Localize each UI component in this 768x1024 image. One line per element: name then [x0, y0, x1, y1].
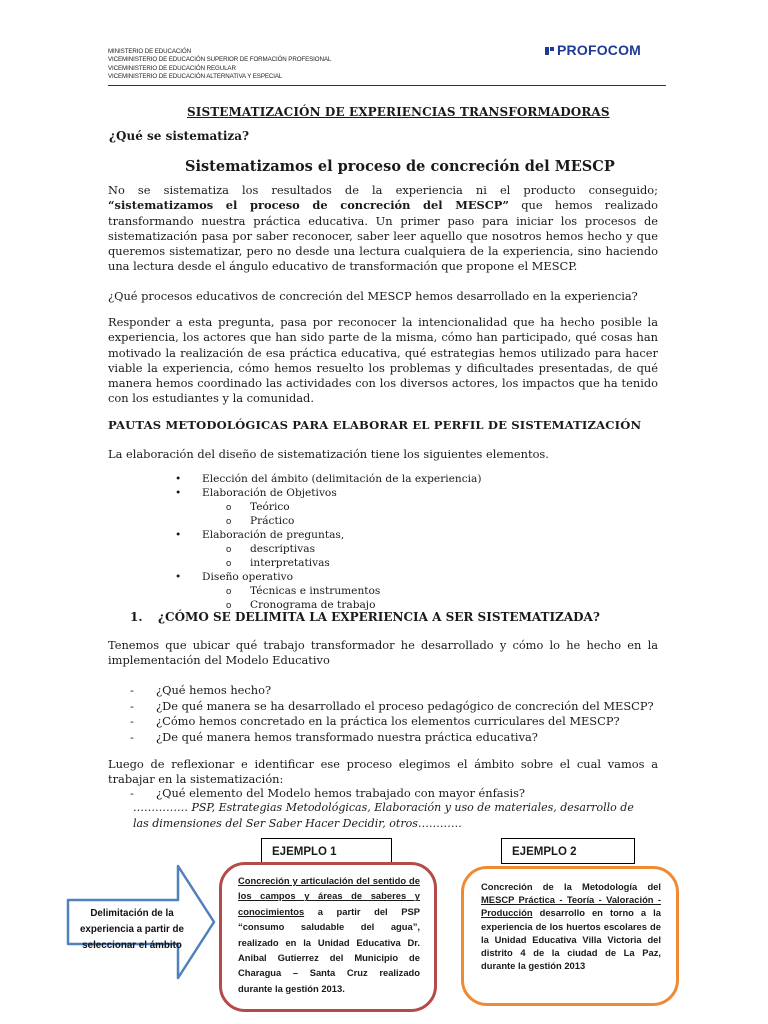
dash: - — [130, 730, 134, 744]
header-line: VICEMINISTERIO DE EDUCACIÓN REGULAR — [108, 64, 236, 72]
paragraph-elements: La elaboración del diseño de sistematización tiene los siguientes elementos. — [108, 447, 549, 461]
example-1-label: EJEMPLO 1 — [261, 838, 392, 864]
bullet: • — [175, 529, 182, 541]
example-1-rest: a partir del PSP “consumo saludable del agua”, realizado en la Unidad Educativa Dr. Anibal Gutierrez del Municipio de Charagua – Santa Cruz realizado durante la gestión 2013. — [238, 905, 420, 994]
header-line: VICEMINISTERIO DE EDUCACIÓN ALTERNATIVA Y ESPECIAL — [108, 72, 283, 80]
list-item-label: Elaboración de preguntas, — [202, 529, 345, 541]
logo-mark-icon — [545, 46, 555, 56]
header-divider — [108, 85, 666, 86]
arrow-caption: Delimitación de la experiencia a partir de seleccionar el ámbito — [79, 908, 184, 951]
question-item — [130, 786, 525, 801]
list-subitem-label: descriptivas — [250, 543, 316, 555]
example-2-start: Concreción de la Metodología del — [481, 881, 661, 892]
dash: - — [130, 714, 134, 728]
sub-bullet: o — [226, 586, 232, 597]
heading-text: ¿CÓMO SE DELIMITA LA EXPERIENCIA A SER SISTEMATIZADA? — [158, 610, 600, 624]
question-text: ¿Qué hemos hecho? — [156, 683, 272, 697]
sub-bullet: o — [226, 544, 232, 555]
paragraph-locate: Tenemos que ubicar qué trabajo transformador he desarrollado y cómo lo he hecho en la implementación del Modelo Educativo — [108, 638, 658, 668]
question-item — [130, 714, 620, 729]
bullet: • — [175, 571, 182, 583]
example-2-rest: desarrollo en torno a la experiencia de los huertos escolares de la Unidad Educativa Villa Victoria del distrito 4 de la ciudad de La Paz, durante la gestión 2013 — [481, 907, 661, 972]
sub-bullet: o — [226, 558, 232, 569]
question-text: ¿De qué manera se ha desarrollado el proceso pedagógico de concreción del MESCP? — [156, 699, 654, 713]
dash: - — [130, 699, 134, 713]
bullet: • — [175, 473, 182, 485]
paragraph-emphasis: “sistematizamos el proceso de concreción del MESCP” — [108, 198, 509, 213]
question-item — [130, 683, 271, 698]
logo-text: PROFOCOM — [557, 42, 642, 58]
sub-bullet: o — [226, 502, 232, 513]
paragraph-text: que hemos realizado transformando nuestra práctica educativa. Un primer paso para iniciar los procesos de sistematización pasa por saber reconocer, saber leer aquello que nosotros hemos hecho y que queremos sistematizar, pero no desde una lectura cualquiera de la experiencia, sino haciendo una lectura desde el ángulo educativo de transformación que propone el MESCP. — [108, 198, 658, 274]
header-line: VICEMINISTERIO DE EDUCACIÓN SUPERIOR DE FORMACIÓN PROFESIONAL — [108, 56, 332, 64]
example-2-label: EJEMPLO 2 — [501, 838, 635, 864]
document-title: SISTEMATIZACIÓN DE EXPERIENCIAS TRANSFORMADORAS — [187, 105, 610, 119]
example-1-underlined: Concreción y articulación del sentido de los campos y áreas de saberes y conocimientos — [238, 875, 420, 917]
example-2-text — [481, 880, 661, 972]
paragraph-intro — [108, 183, 658, 275]
list-subitem-label: Práctico — [250, 515, 295, 527]
section-heading-1 — [130, 610, 600, 624]
list-item-label: Elección del ámbito (delimitación de la experiencia) — [202, 473, 482, 485]
subtitle: Sistematizamos el proceso de concreción del MESCP — [185, 158, 615, 175]
question-item — [130, 730, 538, 745]
question-item — [130, 699, 654, 714]
dash: - — [130, 786, 134, 800]
sub-bullet: o — [226, 600, 232, 611]
question-heading: ¿Qué se sistematiza? — [109, 129, 250, 143]
paragraph-reflect: Luego de reflexionar e identificar ese proceso elegimos el ámbito sobre el cual vamos a trabajar en la sistematización: — [108, 757, 658, 787]
bullet: • — [175, 487, 182, 499]
sub-bullet: o — [226, 516, 232, 527]
list-item-label: Diseño operativo — [202, 571, 293, 583]
profocom-logo — [545, 42, 641, 58]
list-item-label: Elaboración de Objetivos — [202, 487, 337, 499]
list-subitem-label: Teórico — [250, 501, 290, 513]
list-subitem-label: Cronograma de trabajo — [250, 599, 376, 611]
heading-number: 1. — [130, 610, 143, 624]
italic-note: …………… PSP, Estrategias Metodológicas, Elaboración y uso de materiales, desarrollo de las dimensiones del Ser Saber Hacer Decidir, otros………… — [133, 801, 634, 830]
example-1-text — [238, 873, 420, 996]
paragraph-text: No se sistematiza los resultados de la experiencia ni el producto conseguido; — [108, 183, 658, 197]
paragraph-question: ¿Qué procesos educativos de concreción del MESCP hemos desarrollado en la experiencia? — [108, 289, 638, 303]
paragraph-answer: Responder a esta pregunta, pasa por reconocer la intencionalidad que ha hecho posible la experiencia, los actores que han sido parte de la misma, cómo han participado, qué cosas han motivado la realización de esa práctica educativa, qué estrategias hemos utilizado para hacer viable la experiencia, cómo hemos resuelto los problemas y dificultades presentadas, de qué manera hemos coordinado las actividades con los diversos actores, los impactos que ha tenido con los estudiantes y la comunidad. — [108, 315, 658, 406]
section-title: PAUTAS METODOLÓGICAS PARA ELABORAR EL PERFIL DE SISTEMATIZACIÓN — [108, 418, 642, 432]
list-subitem-label: Técnicas e instrumentos — [250, 585, 381, 597]
example-2-underlined: MESCP Práctica - Teoría - Valoración - Producción — [481, 894, 661, 919]
question-text: ¿Qué elemento del Modelo hemos trabajado con mayor énfasis? — [156, 786, 526, 800]
question-text: ¿De qué manera hemos transformado nuestra práctica educativa? — [156, 730, 538, 744]
header-line: MINISTERIO DE EDUCACIÓN — [108, 48, 191, 55]
question-text: ¿Cómo hemos concretado en la práctica los elementos curriculares del MESCP? — [156, 714, 620, 728]
list-subitem-label: interpretativas — [250, 557, 330, 569]
dash: - — [130, 683, 134, 697]
